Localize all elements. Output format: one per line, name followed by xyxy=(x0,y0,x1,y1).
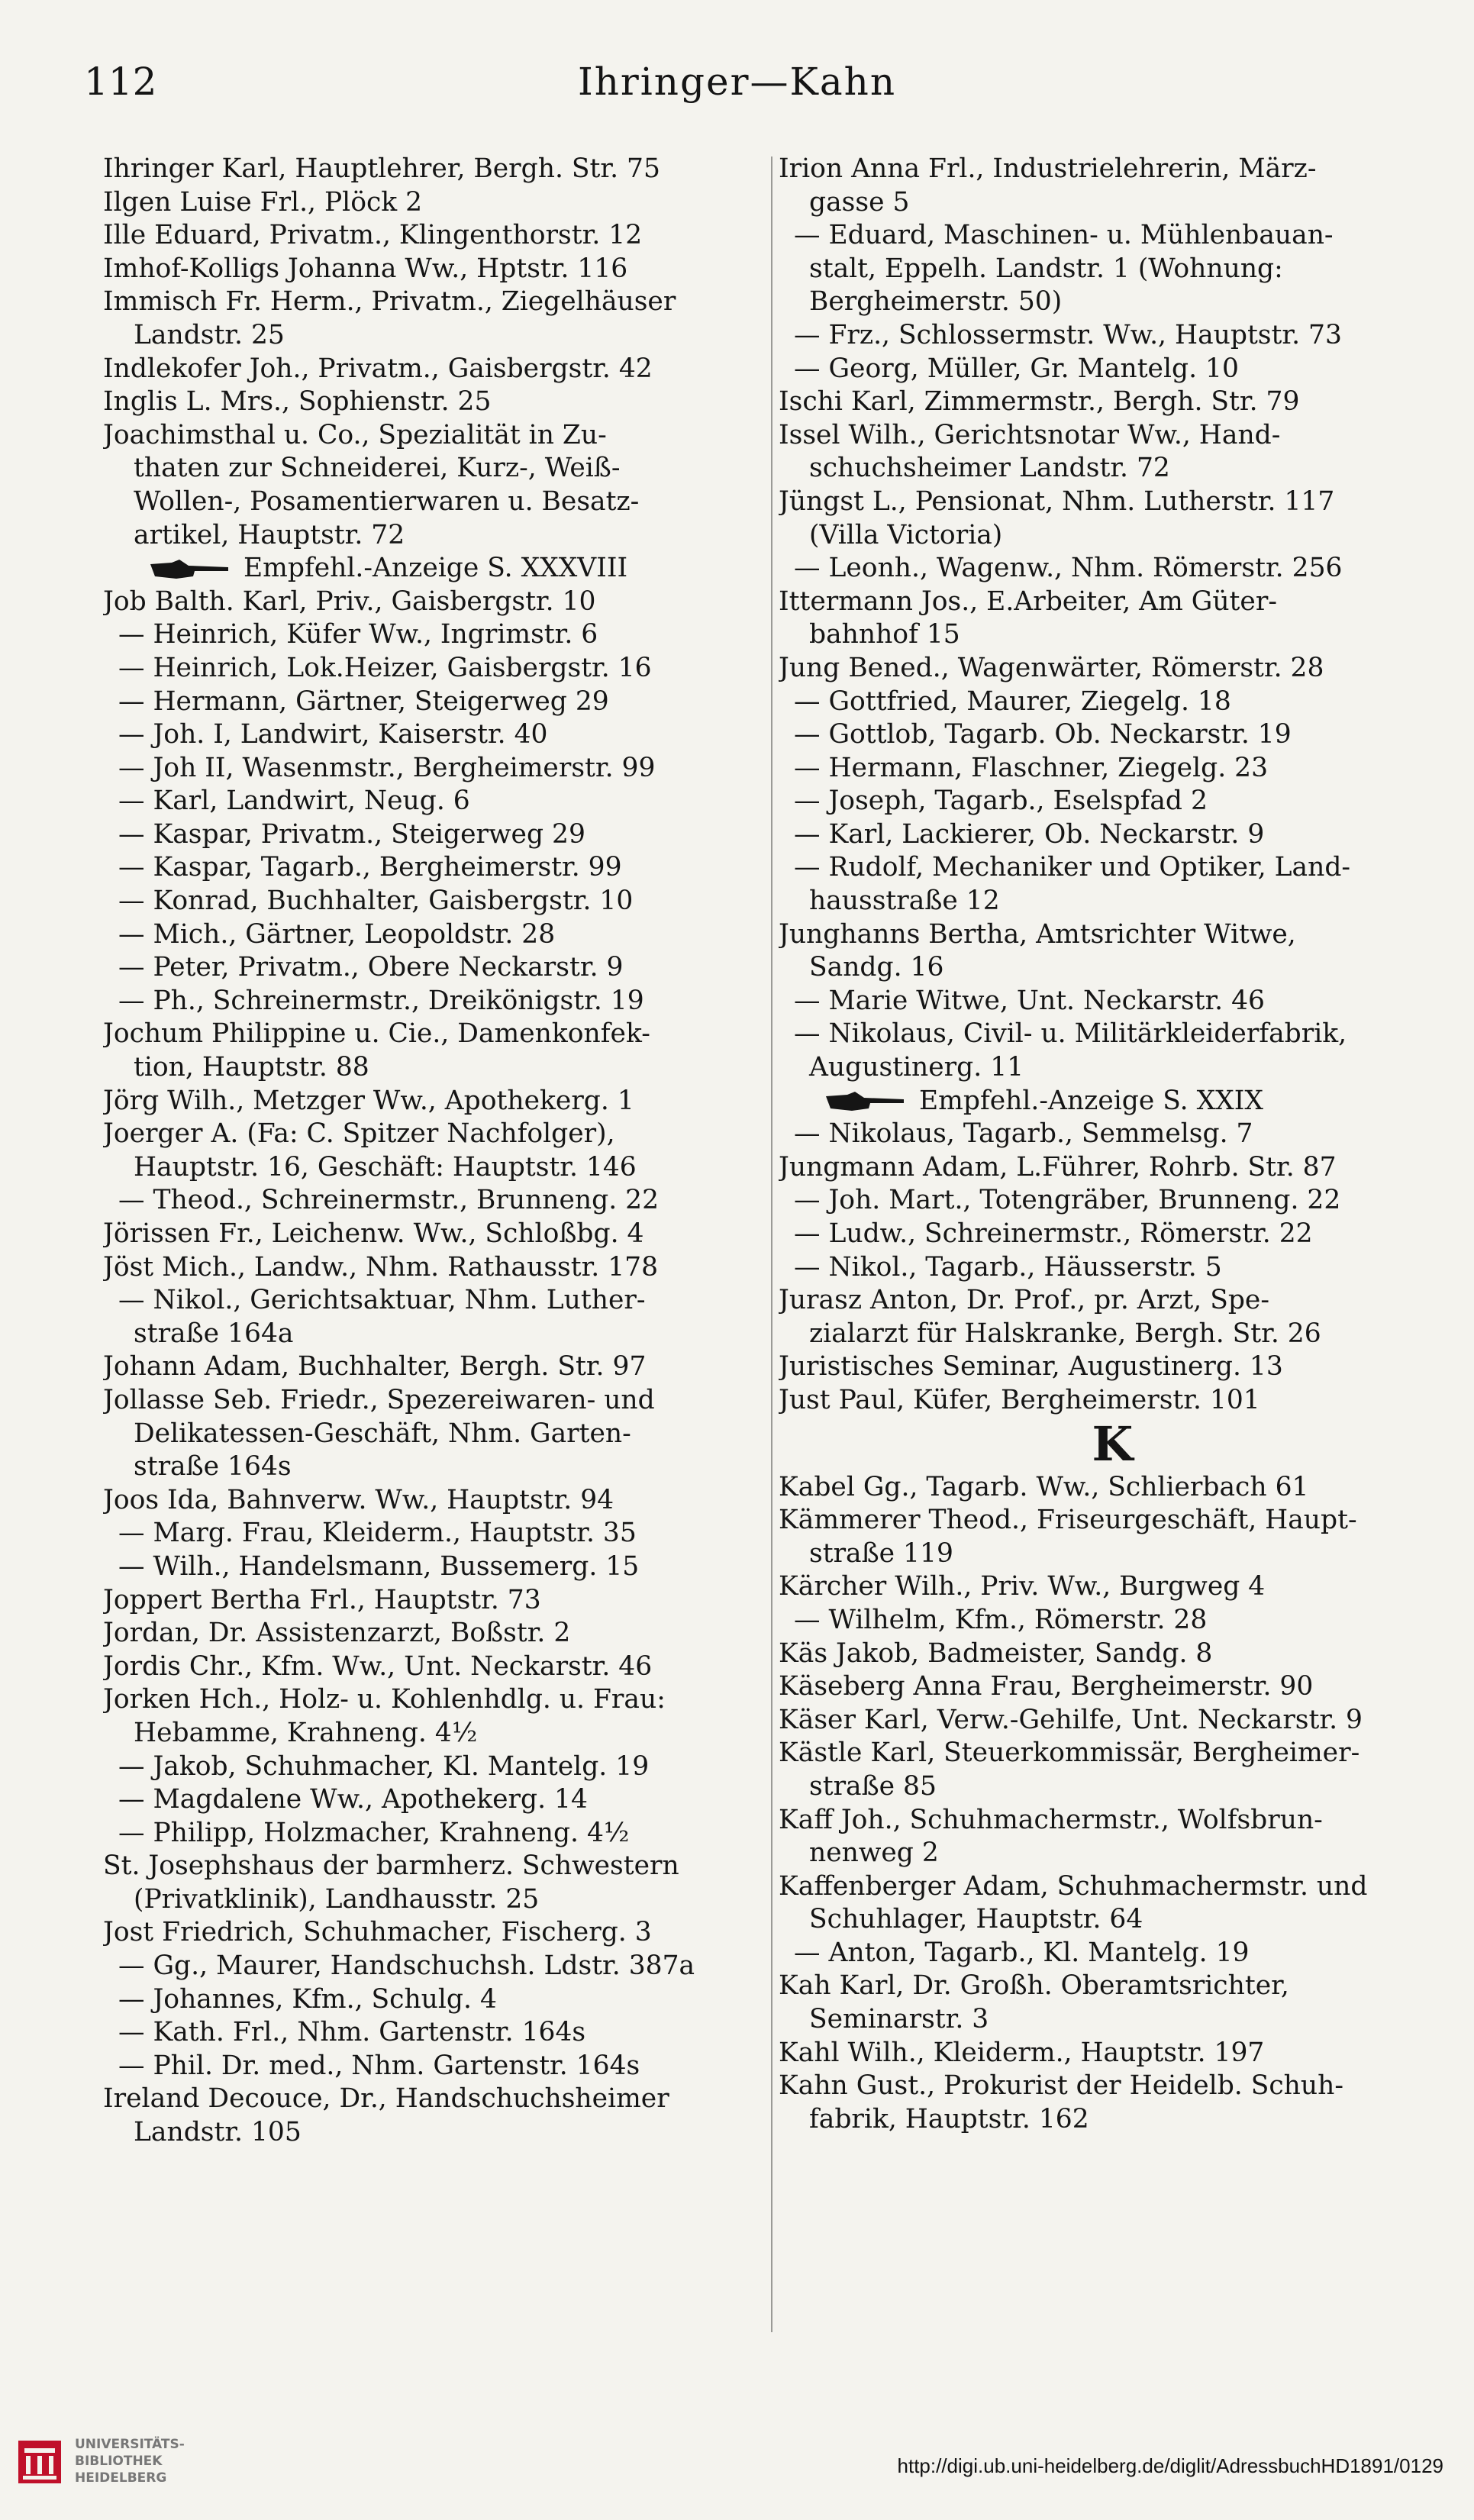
page-header xyxy=(84,60,1390,113)
entry-text: — Joh. I, Landwirt, Kaiserstr. 40 xyxy=(118,719,548,750)
entry-text: straße 164s xyxy=(134,1451,292,1483)
entry-text: Jörg Wilh., Metzger Ww., Apothekerg. 1 xyxy=(103,1085,634,1116)
directory-entry xyxy=(779,1937,1447,1970)
directory-entry xyxy=(779,1350,1447,1384)
directory-entry xyxy=(103,1284,763,1318)
library-name-line: HEIDELBERG xyxy=(75,2470,167,2486)
directory-entry xyxy=(103,153,763,186)
entry-text: Käs Jakob, Badmeister, Sandg. 8 xyxy=(779,1638,1213,1669)
entry-text: Kaff Joh., Schuhmachermstr., Wolfsbrun- xyxy=(779,1804,1323,1835)
library-name xyxy=(75,2436,185,2486)
directory-entry xyxy=(103,951,763,985)
entry-text: — Gottlob, Tagarb. Ob. Neckarstr. 19 xyxy=(794,719,1292,750)
directory-entry xyxy=(779,1318,1447,1351)
directory-entry xyxy=(103,1418,763,1451)
directory-entry xyxy=(103,2083,763,2116)
directory-entry xyxy=(779,1218,1447,1251)
entry-text: — Kath. Frl., Nhm. Gartenstr. 164s xyxy=(118,2017,586,2048)
directory-entry xyxy=(103,2116,763,2150)
entry-text: — Joseph, Tagarb., Eselspfad 2 xyxy=(794,786,1208,817)
entry-text: — Hermann, Flaschner, Ziegelg. 23 xyxy=(794,752,1269,783)
entry-text: — Jakob, Schuhmacher, Kl. Mantelg. 19 xyxy=(118,1750,650,1782)
entry-text: Jost Friedrich, Schuhmacher, Fischerg. 3 xyxy=(103,1917,652,1948)
directory-entry xyxy=(779,985,1447,1018)
entry-text: Bergheimerstr. 50) xyxy=(809,286,1063,318)
entry-text: Jungmann Adam, L.Führer, Rohrb. Str. 87 xyxy=(779,1151,1337,1183)
entry-text: — Magdalene Ww., Apothekerg. 14 xyxy=(118,1784,588,1815)
entry-text: Kämmerer Theod., Friseurgeschäft, Haupt- xyxy=(779,1505,1357,1536)
directory-entry xyxy=(103,718,763,752)
directory-entry xyxy=(779,552,1447,586)
entry-text: Juristisches Seminar, Augustinerg. 13 xyxy=(779,1351,1283,1383)
entry-text: — Konrad, Buchhalter, Gaisbergstr. 10 xyxy=(118,886,634,917)
directory-entry xyxy=(779,752,1447,786)
directory-entry xyxy=(103,1184,763,1218)
directory-entry xyxy=(103,1151,763,1185)
entry-text: Landstr. 105 xyxy=(134,2117,302,2148)
directory-entry xyxy=(103,851,763,885)
directory-entry xyxy=(103,1717,763,1750)
entry-text: — Nikolaus, Tagarb., Semmelsg. 7 xyxy=(794,1118,1253,1150)
entry-text: — Ludw., Schreinermstr., Römerstr. 22 xyxy=(794,1218,1313,1249)
entry-text: — Marie Witwe, Unt. Neckarstr. 46 xyxy=(794,985,1265,1016)
entry-text: — Gg., Maurer, Handschuchsh. Ldstr. 387a xyxy=(118,1950,695,1982)
directory-entry xyxy=(779,1537,1447,1571)
directory-entry xyxy=(779,918,1447,952)
entry-text: Schuhlager, Hauptstr. 64 xyxy=(809,1904,1143,1935)
directory-entry xyxy=(779,1284,1447,1318)
entry-text: (Villa Victoria) xyxy=(809,519,1003,550)
entry-text: Kärcher Wilh., Priv. Ww., Burgweg 4 xyxy=(779,1571,1266,1602)
section-letter xyxy=(779,1418,1447,1471)
directory-entry xyxy=(779,1770,1447,1804)
directory-entry xyxy=(103,519,763,553)
directory-entry xyxy=(103,1517,763,1550)
pointing-hand-icon xyxy=(824,1090,908,1113)
entry-text: Ihringer Karl, Hauptlehrer, Bergh. Str. 75 xyxy=(103,153,660,184)
entry-text: artikel, Hauptstr. 72 xyxy=(134,519,405,550)
entry-text: Inglis L. Mrs., Sophienstr. 25 xyxy=(103,386,492,418)
directory-entry xyxy=(103,1983,763,2017)
entry-text: Augustinerg. 11 xyxy=(809,1052,1024,1083)
directory-entry xyxy=(103,1750,763,1784)
entry-text: Job Balth. Karl, Priv., Gaisbergstr. 10 xyxy=(103,586,596,617)
directory-entry xyxy=(779,1804,1447,1838)
entry-text: — Nikol., Tagarb., Häusserstr. 5 xyxy=(794,1251,1222,1283)
directory-entry xyxy=(103,186,763,220)
entry-text: — Philipp, Holzmacher, Krahneng. 4½ xyxy=(118,1817,630,1848)
directory-entry xyxy=(103,1550,763,1584)
directory-entry xyxy=(103,1950,763,1983)
entry-text: Joachimsthal u. Co., Spezialität in Zu- xyxy=(103,419,607,450)
source-url-link[interactable]: http://digi.ub.uni-heidelberg.de/diglit/AdressbuchHD1891/0129 xyxy=(897,2454,1443,2477)
directory-entry xyxy=(103,452,763,486)
directory-entry xyxy=(103,319,763,353)
entry-text: — Kaspar, Tagarb., Bergheimerstr. 99 xyxy=(118,852,622,883)
directory-entry xyxy=(103,1350,763,1384)
directory-entry xyxy=(779,452,1447,486)
entry-text: — Theod., Schreinermstr., Brunneng. 22 xyxy=(118,1185,660,1216)
directory-entry xyxy=(779,1384,1447,1418)
directory-entry xyxy=(779,652,1447,686)
entry-text: Just Paul, Küfer, Bergheimerstr. 101 xyxy=(779,1384,1260,1415)
directory-entry xyxy=(779,818,1447,852)
directory-entry xyxy=(103,1817,763,1850)
entry-text: — Mich., Gärtner, Leopoldstr. 28 xyxy=(118,918,556,950)
directory-entry xyxy=(779,1903,1447,1937)
directory-entry xyxy=(103,2016,763,2050)
entry-text: Käser Karl, Verw.-Gehilfe, Unt. Neckarstr. 9 xyxy=(779,1704,1363,1735)
directory-entry xyxy=(103,1850,763,1883)
directory-entry xyxy=(779,1970,1447,2003)
university-library-logo-icon xyxy=(15,2438,64,2486)
column-divider xyxy=(771,156,772,2332)
directory-entry xyxy=(779,353,1447,386)
directory-entry xyxy=(779,1051,1447,1085)
entry-text: Immisch Fr. Herm., Privatm., Ziegelhäuser xyxy=(103,286,676,318)
directory-entry xyxy=(103,1883,763,1917)
pointing-hand-icon xyxy=(149,558,233,581)
entry-text: — Joh II, Wasenmstr., Bergheimerstr. 99 xyxy=(118,752,656,783)
entry-text: Hauptstr. 16, Geschäft: Hauptstr. 146 xyxy=(134,1151,637,1183)
directory-entry xyxy=(779,386,1447,419)
directory-entry xyxy=(779,1870,1447,1904)
directory-entry xyxy=(779,586,1447,619)
directory-entry xyxy=(103,1683,763,1717)
entry-text: Kabel Gg., Tagarb. Ww., Schlierbach 61 xyxy=(779,1471,1309,1502)
entry-text: stalt, Eppelh. Landstr. 1 (Wohnung: xyxy=(809,253,1283,284)
directory-entry xyxy=(103,885,763,918)
entry-text: — Rudolf, Mechaniker und Optiker, Land- xyxy=(794,852,1351,883)
entry-text: — Georg, Müller, Gr. Mantelg. 10 xyxy=(794,353,1239,384)
directory-entry xyxy=(103,1118,763,1151)
entry-text: Johann Adam, Buchhalter, Bergh. Str. 97 xyxy=(103,1351,647,1383)
advertisement-reference xyxy=(779,1085,1447,1118)
entry-text: K xyxy=(1092,1417,1134,1471)
entry-text: — Hermann, Gärtner, Steigerweg 29 xyxy=(118,686,609,717)
right-column xyxy=(779,153,1447,2136)
entry-text: Kah Karl, Dr. Großh. Oberamtsrichter, xyxy=(779,1970,1289,2002)
directory-entry xyxy=(779,686,1447,719)
entry-text: Landstr. 25 xyxy=(134,319,285,350)
entry-text: nenweg 2 xyxy=(809,1838,939,1869)
directory-entry xyxy=(779,1018,1447,1051)
entry-text: Empfehl.-Anzeige S. XXIX xyxy=(919,1085,1263,1116)
directory-entry xyxy=(103,353,763,386)
page-footer xyxy=(0,2424,1474,2508)
entry-text: straße 119 xyxy=(809,1537,953,1569)
entry-text: — Wilhelm, Kfm., Römerstr. 28 xyxy=(794,1604,1208,1635)
directory-entry xyxy=(779,1118,1447,1151)
directory-entry xyxy=(103,752,763,786)
directory-entry xyxy=(779,851,1447,885)
entry-text: Käseberg Anna Frau, Bergheimerstr. 90 xyxy=(779,1671,1314,1702)
entry-text: — Karl, Lackierer, Ob. Neckarstr. 9 xyxy=(794,818,1265,850)
directory-entry xyxy=(779,1837,1447,1870)
directory-entry xyxy=(103,1450,763,1484)
entry-text: Kästle Karl, Steuerkommissär, Bergheimer- xyxy=(779,1738,1360,1769)
directory-entry xyxy=(779,1704,1447,1738)
directory-entry xyxy=(779,1737,1447,1770)
directory-entry xyxy=(103,1584,763,1618)
directory-entry xyxy=(103,253,763,286)
directory-entry xyxy=(103,818,763,852)
directory-entry xyxy=(779,1251,1447,1285)
entry-text: gasse 5 xyxy=(809,186,910,218)
directory-entry xyxy=(779,1471,1447,1505)
entry-text: — Phil. Dr. med., Nhm. Gartenstr. 164s xyxy=(118,2050,640,2081)
directory-entry xyxy=(779,2003,1447,2037)
directory-entry xyxy=(103,618,763,652)
entry-text: St. Josephshaus der barmherz. Schwestern xyxy=(103,1850,679,1882)
entry-text: Jörissen Fr., Leichenw. Ww., Schloßbg. 4 xyxy=(103,1218,644,1249)
entry-text: Indlekofer Joh., Privatm., Gaisbergstr. 42 xyxy=(103,353,653,384)
entry-text: Ireland Decouce, Dr., Handschuchsheimer xyxy=(103,2083,669,2115)
entry-text: — Wilh., Handelsmann, Bussemerg. 15 xyxy=(118,1550,640,1582)
entry-text: Jochum Philippine u. Cie., Damenkonfek- xyxy=(103,1018,650,1050)
entry-text: — Nikolaus, Civil- u. Militärkleiderfabrik, xyxy=(794,1018,1347,1050)
entry-text: Delikatessen-Geschäft, Nhm. Garten- xyxy=(134,1418,631,1449)
entry-text: schuchsheimer Landstr. 72 xyxy=(809,453,1170,484)
directory-entry xyxy=(103,1218,763,1251)
entry-text: Joppert Bertha Frl., Hauptstr. 73 xyxy=(103,1584,541,1615)
page-number: 112 xyxy=(84,60,157,104)
directory-entry xyxy=(779,486,1447,519)
entry-text: hausstraße 12 xyxy=(809,886,1000,917)
directory-entry xyxy=(779,618,1447,652)
directory-entry xyxy=(779,153,1447,186)
entry-text: Jordis Chr., Kfm. Ww., Unt. Neckarstr. 46 xyxy=(103,1650,653,1682)
entry-text: Kaffenberger Adam, Schuhmachermstr. und xyxy=(779,1870,1368,1902)
entry-text: Seminarstr. 3 xyxy=(809,2004,989,2035)
directory-entry xyxy=(779,2070,1447,2103)
directory-entry xyxy=(103,1384,763,1418)
directory-entry xyxy=(103,1085,763,1118)
directory-entry xyxy=(779,419,1447,453)
entry-text: Imhof-Kolligs Johanna Ww., Hptstr. 116 xyxy=(103,253,628,284)
entry-text: Irion Anna Frl., Industrielehrerin, März- xyxy=(779,153,1317,184)
directory-entry xyxy=(779,2037,1447,2070)
entry-text: Joos Ida, Bahnverw. Ww., Hauptstr. 94 xyxy=(103,1484,614,1515)
left-column xyxy=(103,153,763,2150)
directory-entry xyxy=(779,785,1447,818)
entry-text: tion, Hauptstr. 88 xyxy=(134,1052,369,1083)
entry-text: Wollen-, Posamentierwaren u. Besatz- xyxy=(134,486,640,517)
entry-text: bahnhof 15 xyxy=(809,619,960,650)
directory-entry xyxy=(779,286,1447,319)
directory-entry xyxy=(779,1638,1447,1671)
entry-text: — Gottfried, Maurer, Ziegelg. 18 xyxy=(794,686,1231,717)
entry-text: fabrik, Hauptstr. 162 xyxy=(809,2103,1089,2134)
entry-text: Ischi Karl, Zimmermstr., Bergh. Str. 79 xyxy=(779,386,1300,418)
directory-entry xyxy=(779,1604,1447,1638)
entry-text: — Anton, Tagarb., Kl. Mantelg. 19 xyxy=(794,1937,1250,1968)
directory-entry xyxy=(779,519,1447,553)
entry-text: Jordan, Dr. Assistenzarzt, Boßstr. 2 xyxy=(103,1618,571,1649)
entry-text: straße 164a xyxy=(134,1318,294,1349)
entry-text: Kahn Gust., Prokurist der Heidelb. Schuh- xyxy=(779,2070,1343,2102)
entry-text: — Joh. Mart., Totengräber, Brunneng. 22 xyxy=(794,1185,1341,1216)
directory-entry xyxy=(103,985,763,1018)
directory-entry xyxy=(103,286,763,319)
entry-text: Kahl Wilh., Kleiderm., Hauptstr. 197 xyxy=(779,2037,1265,2068)
entry-text: Junghanns Bertha, Amtsrichter Witwe, xyxy=(779,918,1296,950)
directory-entry xyxy=(103,2050,763,2083)
entry-text: — Marg. Frau, Kleiderm., Hauptstr. 35 xyxy=(118,1518,637,1549)
entry-text: zialarzt für Halskranke, Bergh. Str. 26 xyxy=(809,1318,1321,1349)
directory-entry xyxy=(779,951,1447,985)
entry-text: straße 85 xyxy=(809,1770,937,1802)
entry-text: — Eduard, Maschinen- u. Mühlenbauan- xyxy=(794,220,1334,251)
directory-entry xyxy=(779,1570,1447,1604)
entry-text: Issel Wilh., Gerichtsnotar Ww., Hand- xyxy=(779,419,1281,450)
directory-entry xyxy=(779,1504,1447,1537)
entry-text: Joerger A. (Fa: C. Spitzer Nachfolger), xyxy=(103,1118,615,1150)
directory-entry xyxy=(779,1670,1447,1704)
directory-entry xyxy=(103,1783,763,1817)
entry-text: thaten zur Schneiderei, Kurz-, Weiß- xyxy=(134,453,621,484)
directory-entry xyxy=(103,1916,763,1950)
directory-entry xyxy=(779,253,1447,286)
entry-text: — Ph., Schreinermstr., Dreikönigstr. 19 xyxy=(118,985,644,1016)
directory-entry xyxy=(779,718,1447,752)
directory-entry xyxy=(779,319,1447,353)
entry-text: Hebamme, Krahneng. 4½ xyxy=(134,1717,478,1748)
entry-text: Jöst Mich., Landw., Nhm. Rathausstr. 178 xyxy=(103,1251,659,1283)
entry-text: Empfehl.-Anzeige S. XXXVIII xyxy=(244,553,628,584)
running-head: Ihringer—Kahn xyxy=(577,60,897,104)
directory-entry xyxy=(103,1051,763,1085)
entry-text: — Heinrich, Lok.Heizer, Gaisbergstr. 16 xyxy=(118,652,652,683)
directory-entry xyxy=(779,1151,1447,1185)
directory-entry xyxy=(779,885,1447,918)
entry-text: Ilgen Luise Frl., Plöck 2 xyxy=(103,186,423,218)
directory-entry xyxy=(779,219,1447,253)
entry-text: — Leonh., Wagenw., Nhm. Römerstr. 256 xyxy=(794,553,1343,584)
advertisement-reference xyxy=(103,552,763,586)
entry-text: Ittermann Jos., E.Arbeiter, Am Güter- xyxy=(779,586,1277,617)
directory-entry xyxy=(103,219,763,253)
entry-text: — Nikol., Gerichtsaktuar, Nhm. Luther- xyxy=(118,1285,646,1316)
directory-entry xyxy=(103,918,763,952)
entry-text: — Karl, Landwirt, Neug. 6 xyxy=(118,786,470,817)
directory-entry xyxy=(103,1484,763,1518)
library-name-line: UNIVERSITÄTS- xyxy=(75,2437,185,2452)
entry-text: (Privatklinik), Landhausstr. 25 xyxy=(134,1883,540,1915)
directory-entry xyxy=(103,419,763,453)
library-name-line: BIBLIOTHEK xyxy=(75,2454,163,2469)
directory-entry xyxy=(103,1318,763,1351)
directory-entry xyxy=(103,652,763,686)
directory-entry xyxy=(103,1018,763,1051)
entry-text: Ille Eduard, Privatm., Klingenthorstr. 12 xyxy=(103,220,643,251)
directory-entry xyxy=(103,486,763,519)
entry-text: Jurasz Anton, Dr. Prof., pr. Arzt, Spe- xyxy=(779,1285,1269,1316)
directory-entry xyxy=(103,785,763,818)
entry-text: — Johannes, Kfm., Schulg. 4 xyxy=(118,1983,497,2015)
entry-text: Sandg. 16 xyxy=(809,952,944,983)
entry-text: Jüngst L., Pensionat, Nhm. Lutherstr. 117 xyxy=(779,486,1335,517)
entry-text: Jorken Hch., Holz- u. Kohlenhdlg. u. Frau: xyxy=(103,1684,666,1715)
directory-entry xyxy=(779,1184,1447,1218)
directory-entry xyxy=(103,1251,763,1285)
entry-text: Jung Bened., Wagenwärter, Römerstr. 28 xyxy=(779,652,1324,683)
entry-text: — Heinrich, Küfer Ww., Ingrimstr. 6 xyxy=(118,619,598,650)
entry-text: — Peter, Privatm., Obere Neckarstr. 9 xyxy=(118,952,624,983)
entry-text: Jollasse Seb. Friedr., Spezereiwaren- und xyxy=(103,1384,655,1415)
directory-entry xyxy=(779,2103,1447,2137)
entry-text: — Kaspar, Privatm., Steigerweg 29 xyxy=(118,818,585,850)
directory-entry xyxy=(103,586,763,619)
directory-entry xyxy=(779,186,1447,220)
directory-entry xyxy=(103,1617,763,1650)
entry-text: — Frz., Schlossermstr. Ww., Hauptstr. 73 xyxy=(794,319,1342,350)
directory-entry xyxy=(103,386,763,419)
directory-entry xyxy=(103,686,763,719)
directory-entry xyxy=(103,1650,763,1684)
